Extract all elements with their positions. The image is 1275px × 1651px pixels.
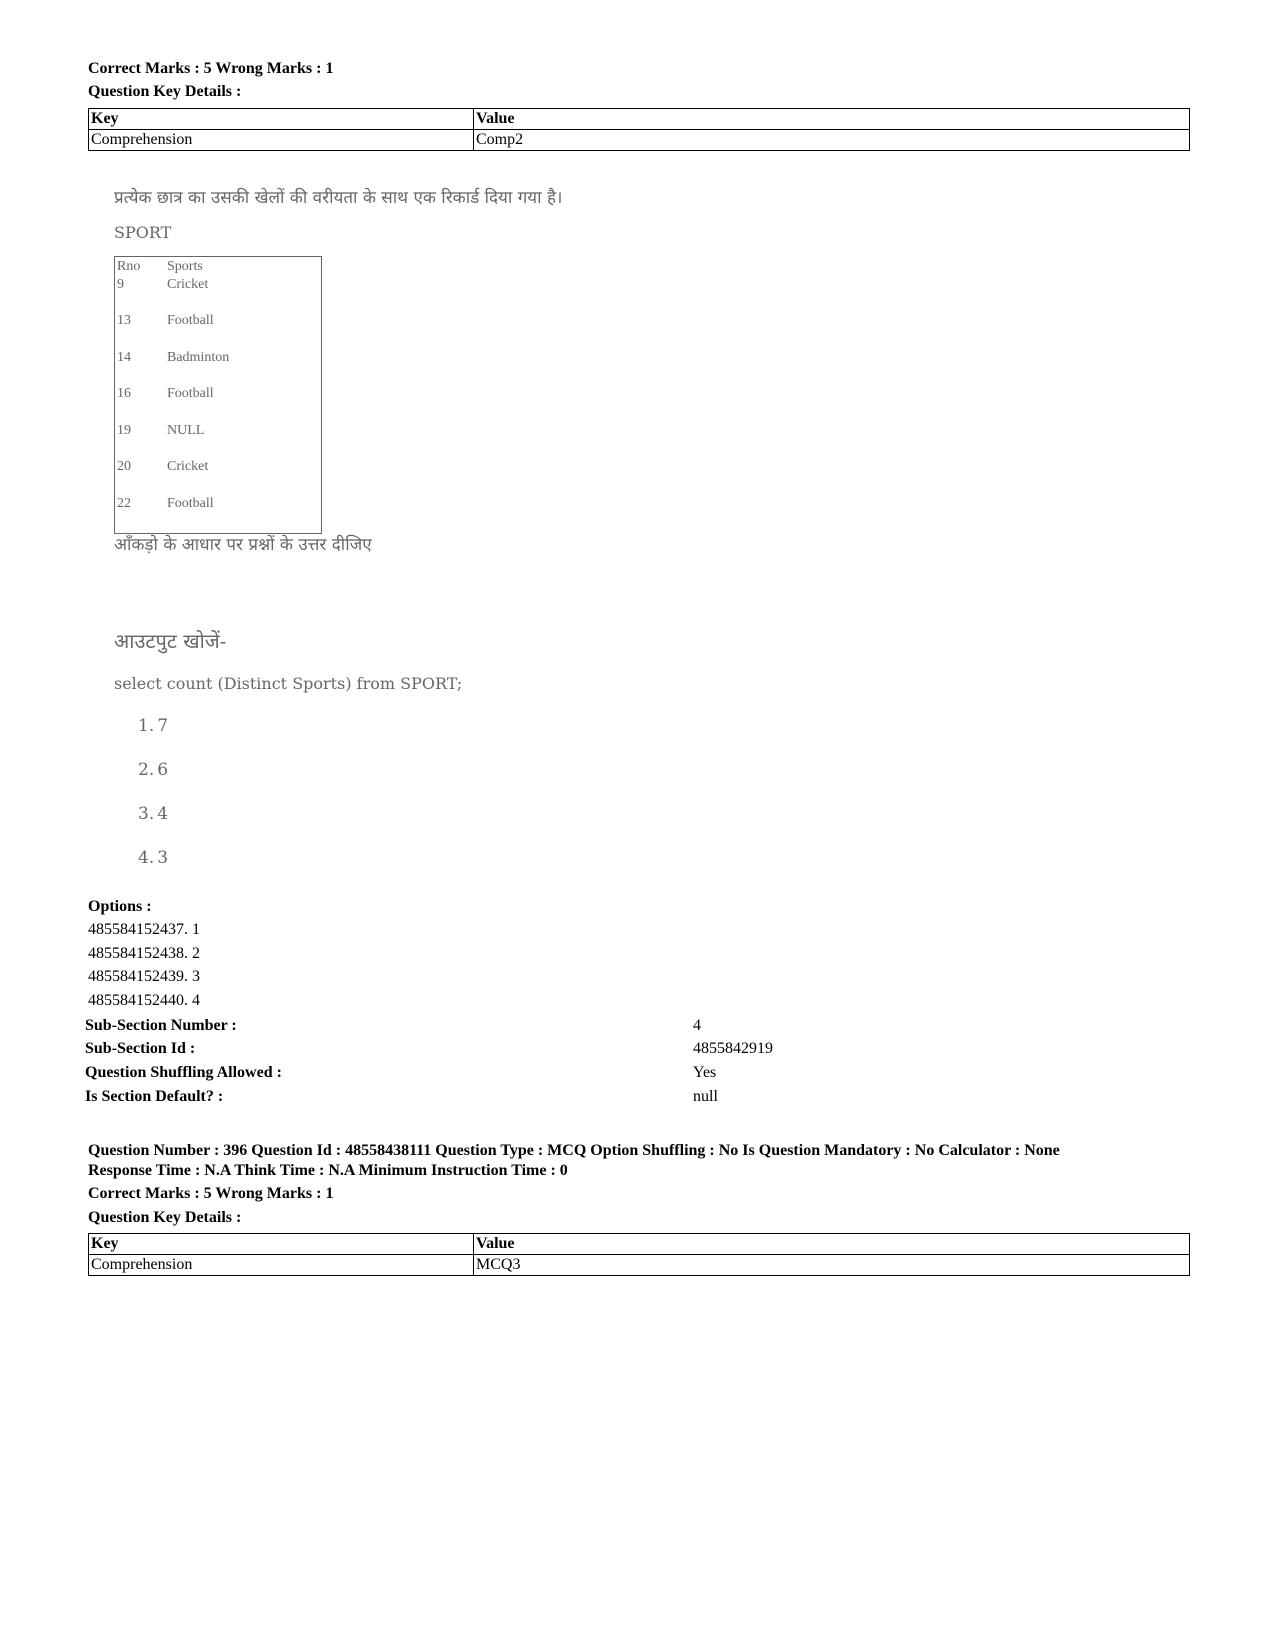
row-sport: Football [167, 386, 214, 401]
option-item: 485584152437. 1 [88, 921, 200, 938]
choice-item: 3. 4 [138, 804, 169, 824]
row-sport: Football [167, 496, 214, 511]
col-header-rno: Rno [117, 259, 141, 274]
option-item: 485584152439. 3 [88, 968, 200, 985]
question-hindi: आउटपुट खोजें- [114, 629, 227, 653]
sql-query: select count (Distinct Sports) from SPORT; [114, 674, 463, 693]
choice-item: 1. 7 [138, 716, 169, 736]
sport-table [114, 256, 322, 534]
table-row [89, 1255, 1190, 1276]
table-header-key: Key [89, 109, 474, 130]
option-item: 485584152440. 4 [88, 992, 200, 1009]
subsection-id-label: Sub-Section Id : [85, 1040, 196, 1057]
question-header-line1: Question Number : 396 Question Id : 48558438111 Question Type : MCQ Option Shuffling : No Is Question Mandatory : No Calculator : None [88, 1142, 1060, 1159]
key-details-label: Question Key Details : [88, 83, 242, 100]
row-rno: 16 [117, 386, 131, 401]
key-value-table [88, 1233, 1190, 1276]
row-rno: 20 [117, 459, 131, 474]
intro-hindi-text: प्रत्येक छात्र का उसकी खेलों की वरीयता के साथ एक रिकार्ड दिया गया है। [114, 188, 563, 208]
marks-line: Correct Marks : 5 Wrong Marks : 1 [88, 1185, 334, 1202]
table-row [89, 130, 1190, 151]
shuffling-allowed-value: Yes [693, 1064, 717, 1081]
row-sport: NULL [167, 423, 205, 438]
row-sport: Cricket [167, 277, 209, 292]
answer-hint-hindi: आँकड़ो के आधार पर प्रश्नों के उत्तर दीजिए [114, 535, 372, 555]
row-sport: Cricket [167, 459, 209, 474]
row-rno: 14 [117, 350, 131, 365]
table-header-row [89, 1234, 1190, 1255]
table-header-key: Key [89, 1234, 474, 1255]
table-cell-key: Comprehension [89, 1255, 474, 1276]
subsection-id-value: 4855842919 [693, 1040, 773, 1057]
subsection-number-value: 4 [693, 1017, 701, 1034]
question-header-line2: Response Time : N.A Think Time : N.A Minimum Instruction Time : 0 [88, 1162, 568, 1179]
section-default-label: Is Section Default? : [85, 1088, 224, 1105]
choice-item: 2. 6 [138, 760, 169, 780]
sport-table-name: SPORT [114, 223, 172, 242]
subsection-number-label: Sub-Section Number : [85, 1017, 237, 1034]
section-default-value: null [693, 1088, 718, 1105]
table-cell-value: MCQ3 [474, 1255, 1190, 1276]
row-rno: 22 [117, 496, 131, 511]
table-header-value: Value [474, 109, 1190, 130]
key-value-table [88, 108, 1190, 151]
row-rno: 13 [117, 313, 131, 328]
row-rno: 19 [117, 423, 131, 438]
key-details-label: Question Key Details : [88, 1209, 242, 1226]
row-rno: 9 [117, 277, 124, 292]
choice-item: 4. 3 [138, 848, 169, 868]
option-item: 485584152438. 2 [88, 945, 200, 962]
table-header-value: Value [474, 1234, 1190, 1255]
marks-line: Correct Marks : 5 Wrong Marks : 1 [88, 60, 334, 77]
row-sport: Football [167, 313, 214, 328]
table-cell-value: Comp2 [474, 130, 1190, 151]
table-header-row [89, 109, 1190, 130]
col-header-sports: Sports [167, 259, 203, 274]
row-sport: Badminton [167, 350, 230, 365]
shuffling-allowed-label: Question Shuffling Allowed : [85, 1064, 282, 1081]
options-label: Options : [88, 898, 152, 915]
table-cell-key: Comprehension [89, 130, 474, 151]
